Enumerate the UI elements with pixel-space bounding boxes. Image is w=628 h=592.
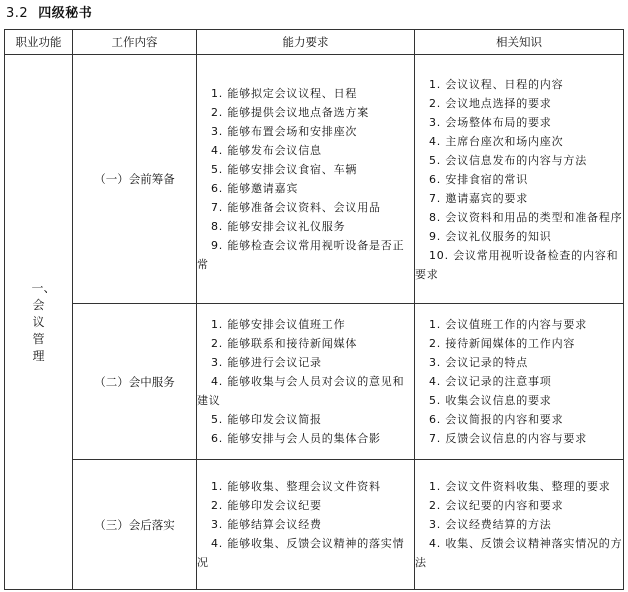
section-number: 3.2: [6, 6, 29, 21]
section-title: [6, 4, 92, 24]
list-item: 8. 会议资料和用品的类型和准备程序: [429, 210, 623, 224]
list-item: 2. 能够印发会议纪要: [211, 499, 322, 512]
list-item: 4. 会议记录的注意事项: [429, 375, 552, 388]
table-row: [5, 304, 624, 460]
ability-list: [197, 84, 414, 274]
list-item: 5. 会议信息发布的内容与方法: [429, 153, 587, 167]
function-cell: [5, 55, 73, 590]
section-heading: 四级秘书: [38, 6, 93, 21]
list-item: 6. 能够安排与会人员的集体合影: [211, 432, 381, 445]
header-row: [5, 30, 624, 55]
knowledge-list: [415, 75, 623, 284]
list-item: 7. 反馈会议信息的内容与要求: [429, 432, 587, 445]
ability-cell: [197, 55, 415, 304]
list-item: 2. 会议地点选择的要求: [429, 96, 552, 110]
list-item: 3. 会议经费结算的方法: [429, 518, 552, 531]
list-item: 4. 主席台座次和场内座次: [429, 134, 564, 148]
list-item: 1. 能够拟定会议议程、日程: [211, 87, 358, 100]
list-item: 2. 接待新闻媒体的工作内容: [429, 337, 576, 350]
knowledge-list: [415, 315, 623, 448]
content-cell: （二）会中服务: [73, 304, 197, 460]
ability-cell: [197, 304, 415, 460]
function-name: 一、会议管理: [31, 280, 56, 363]
list-item: 1. 会议议程、日程的内容: [429, 77, 564, 91]
table-row: [5, 460, 624, 590]
list-item: 7. 邀请嘉宾的要求: [429, 191, 528, 205]
list-item: 3. 能够结算会议经费: [211, 518, 322, 531]
list-item: 9. 会议礼仪服务的知识: [429, 229, 552, 243]
list-item: 1. 会议文件资料收集、整理的要求: [429, 480, 611, 493]
list-item: 6. 能够邀请嘉宾: [211, 182, 299, 195]
list-item: 4. 收集、反馈会议精神落实情况的方法: [415, 537, 623, 569]
ability-list: [197, 477, 414, 572]
header-ability: 能力要求: [197, 30, 415, 55]
knowledge-cell: [415, 55, 624, 304]
list-item: 9. 能够检查会议常用视听设备是否正常: [197, 239, 405, 271]
knowledge-cell: [415, 304, 624, 460]
list-item: 5. 能够安排会议食宿、车辆: [211, 163, 358, 176]
list-item: 3. 能够布置会场和安排座次: [211, 125, 358, 138]
list-item: 3. 会场整体布局的要求: [429, 115, 552, 129]
content-cell: （三）会后落实: [73, 460, 197, 590]
table-row: [5, 55, 624, 304]
list-item: 4. 能够收集、反馈会议精神的落实情况: [197, 537, 405, 569]
content-cell: （一）会前筹备: [73, 55, 197, 304]
list-item: 6. 安排食宿的常识: [429, 172, 528, 186]
list-item: 7. 能够准备会议资料、会议用品: [211, 201, 381, 214]
list-item: 10. 会议常用视听设备检查的内容和要求: [415, 248, 619, 281]
ability-list: [197, 315, 414, 448]
list-item: 3. 能够进行会议记录: [211, 356, 322, 369]
list-item: 1. 能够收集、整理会议文件资料: [211, 480, 381, 493]
list-item: 1. 会议值班工作的内容与要求: [429, 318, 587, 331]
ability-cell: [197, 460, 415, 590]
list-item: 5. 收集会议信息的要求: [429, 394, 552, 407]
skills-table: [4, 29, 624, 590]
list-item: 2. 会议纪要的内容和要求: [429, 499, 564, 512]
list-item: 2. 能够联系和接待新闻媒体: [211, 337, 358, 350]
header-function: 职业功能: [5, 30, 73, 55]
header-knowledge: 相关知识: [415, 30, 624, 55]
list-item: 4. 能够发布会议信息: [211, 144, 322, 157]
list-item: 6. 会议简报的内容和要求: [429, 413, 564, 426]
header-content: 工作内容: [73, 30, 197, 55]
list-item: 2. 能够提供会议地点备选方案: [211, 106, 369, 119]
knowledge-list: [415, 477, 623, 572]
list-item: 4. 能够收集与会人员对会议的意见和建议: [197, 375, 405, 407]
list-item: 1. 能够安排会议值班工作: [211, 318, 346, 331]
list-item: 8. 能够安排会议礼仪服务: [211, 220, 346, 233]
list-item: 3. 会议记录的特点: [429, 356, 528, 369]
list-item: 5. 能够印发会议简报: [211, 413, 322, 426]
knowledge-cell: [415, 460, 624, 590]
